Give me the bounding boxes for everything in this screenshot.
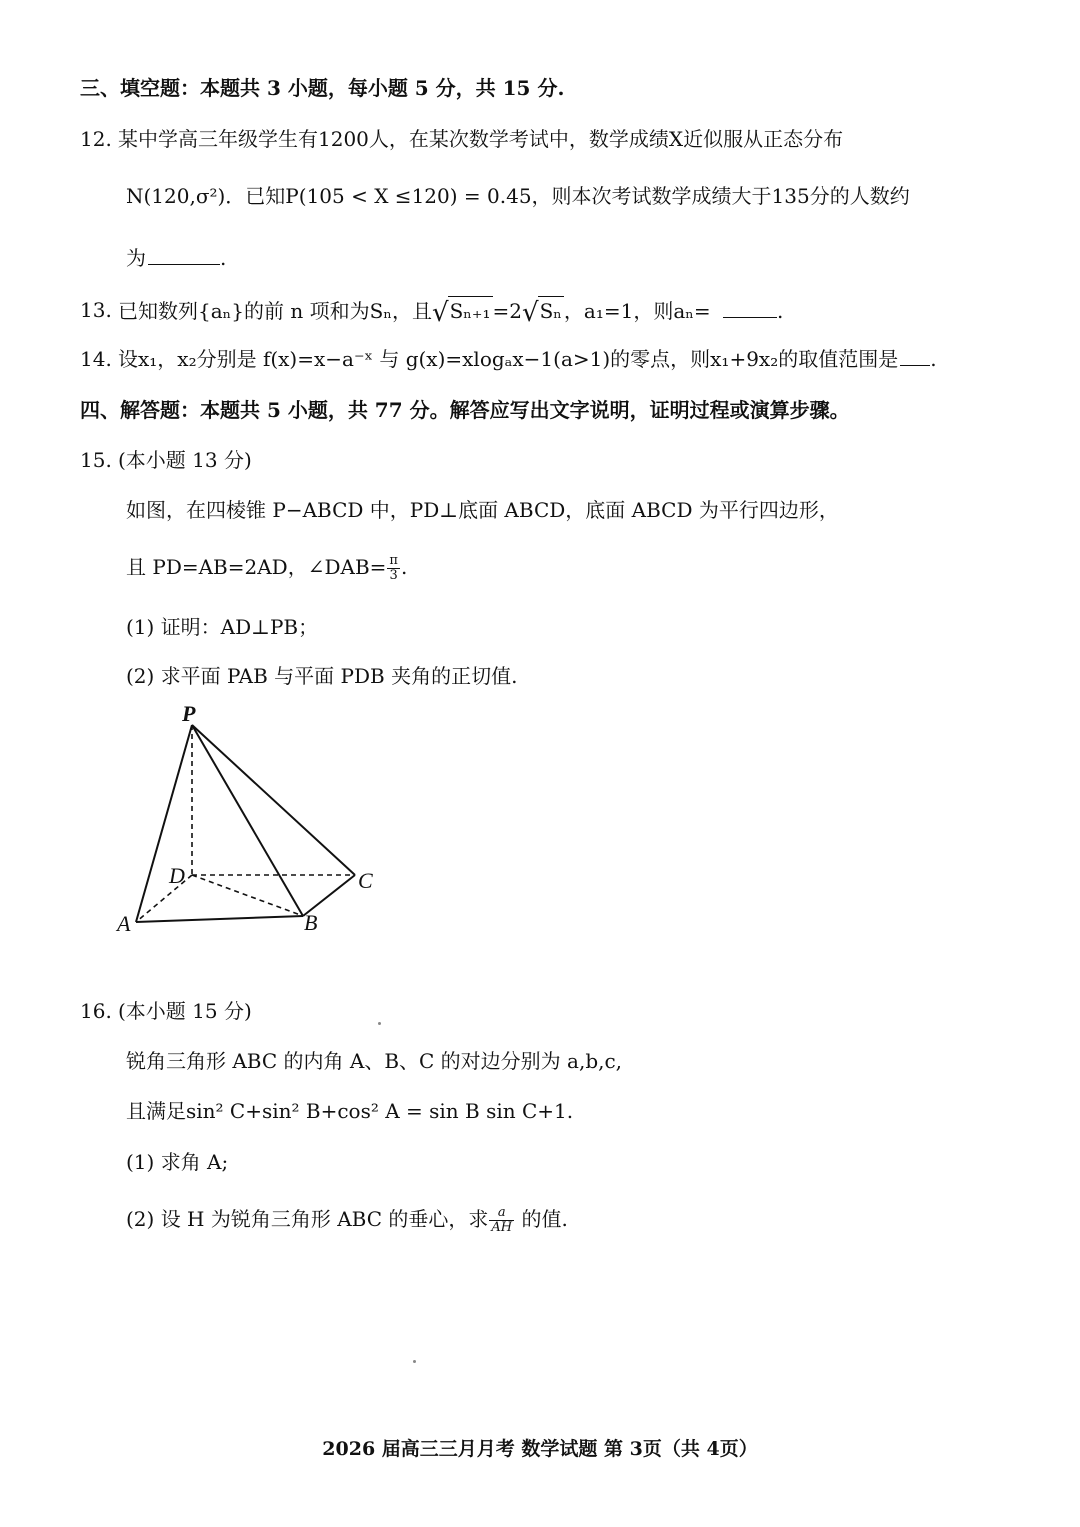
q12-line1: 某中学高三年级学生有1200人，在某次数学考试中，数学成绩X近似服从正态分布 <box>118 127 844 151</box>
radical-sign: √ <box>521 298 539 328</box>
q13-part1: 已知数列{aₙ}的前 n 项和为Sₙ，且 <box>118 299 432 323</box>
scan-speck <box>378 1022 381 1025</box>
q15-number: 15. <box>80 448 112 472</box>
q12-answer-blank <box>148 244 220 265</box>
q15-angle-fraction <box>387 554 400 583</box>
pyramid-figure <box>100 695 400 945</box>
q16-frac-num: a <box>489 1206 514 1221</box>
q13-number: 13. <box>80 298 112 322</box>
q13-mid: =2 <box>492 299 522 323</box>
q16-part1: (1) 求角 A; <box>126 1150 229 1174</box>
q16-line1: 锐角三角形 ABC 的内角 A、B、C 的对边分别为 a,b,c, <box>126 1049 623 1073</box>
q13-body <box>118 296 783 327</box>
q12-line3 <box>126 244 226 272</box>
q13-answer-blank <box>723 297 777 318</box>
scan-speck <box>413 1360 416 1363</box>
label-C: C <box>358 868 373 893</box>
q16-frac-den: AH <box>491 1220 513 1235</box>
radical-sign: √ <box>431 298 449 328</box>
q16-fraction <box>489 1206 514 1235</box>
q15-frac-num: π <box>389 553 398 568</box>
q16-part2 <box>126 1205 568 1235</box>
label-D: D <box>169 863 185 888</box>
q15-line2-text: 且 PD=AB=2AD，∠DAB= <box>126 555 387 579</box>
section-3-header: 三、填空题：本题共 3 小题，每小题 5 分，共 15 分. <box>80 76 565 100</box>
q12-number: 12. <box>80 127 112 151</box>
q12-line2: N(120,σ²)．已知P(105 < X ≤120) = 0.45，则本次考试数学成绩大于135分的人数约 <box>126 184 910 208</box>
q15-line1: 如图，在四棱锥 P−ABCD 中，PD⊥底面 ABCD，底面 ABCD 为平行四边形， <box>126 498 839 522</box>
edge-DB <box>192 875 303 916</box>
q15-part2: (2) 求平面 PAB 与平面 PDB 夹角的正切值. <box>126 664 518 688</box>
q12-line3-text: 为 <box>126 246 146 270</box>
q15-score: (本小题 13 分) <box>118 448 252 472</box>
edge-PC <box>192 725 355 875</box>
q13-part2: ，a₁=1，则aₙ= <box>563 299 718 323</box>
q13-sqrt1: Sₙ₊₁ <box>448 296 493 325</box>
q12-end-dot: . <box>220 246 227 270</box>
label-P: P <box>182 701 196 726</box>
q16-part2a: (2) 设 H 为锐角三角形 ABC 的垂心，求 <box>126 1207 489 1231</box>
section-4-header: 四、解答题：本题共 5 小题，共 77 分。解答应写出文字说明，证明过程或演算步骤。 <box>80 398 850 422</box>
q15-part1: (1) 证明：AD⊥PB； <box>126 615 319 639</box>
q14-text: 设x₁，x₂分别是 f(x)=x−a⁻ˣ 与 g(x)=xlogₐx−1(a>1)的零点，则x₁+9x₂的取值范围是 <box>118 347 899 371</box>
q13-sqrt2: Sₙ <box>538 296 564 325</box>
q14-number: 14. <box>80 347 112 371</box>
q14-answer-blank <box>900 345 930 366</box>
q16-number: 16. <box>80 999 112 1023</box>
label-A: A <box>117 911 131 936</box>
q16-score: (本小题 15 分) <box>118 999 252 1023</box>
edge-AB <box>136 916 303 922</box>
q15-line2-end: . <box>400 555 408 579</box>
q14-end: . <box>930 347 937 371</box>
q16-part2b: 的值. <box>515 1207 568 1231</box>
label-B: B <box>304 910 318 935</box>
edge-PA <box>136 725 192 922</box>
q16-line2: 且满足sin² C+sin² B+cos² A = sin B sin C+1. <box>126 1099 574 1123</box>
q15-line2 <box>126 553 407 583</box>
q15-frac-den: 3 <box>389 568 398 583</box>
q14-body <box>118 345 937 373</box>
page-footer: 2026 届高三三月月考 数学试题 第 3页（共 4页） <box>322 1438 758 1460</box>
edge-PB <box>192 725 303 916</box>
q13-end: . <box>777 299 784 323</box>
